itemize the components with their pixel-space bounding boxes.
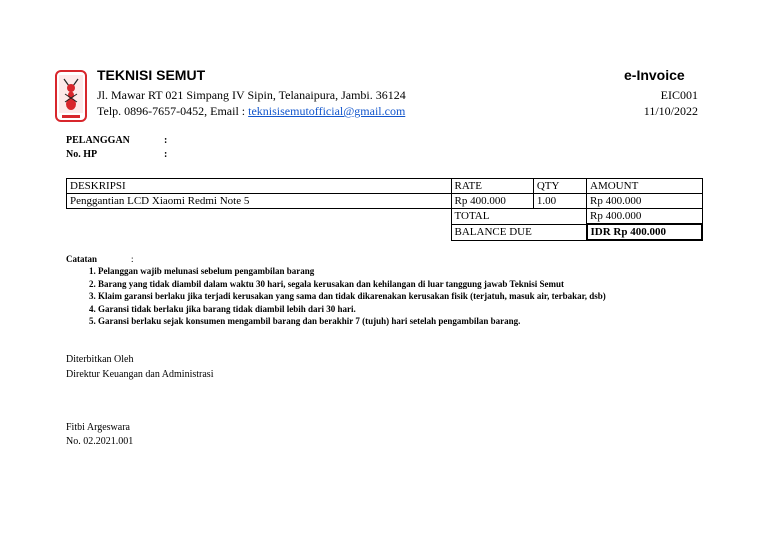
balance-due-label: BALANCE DUE (451, 224, 587, 240)
list-item: 5. Garansi berlaku sejak konsumen mengambil barang dan berakhir 7 (tujuh) hari setelah pengambilan barang. (98, 315, 738, 328)
row-description: Penggantian LCD Xiaomi Redmi Note 5 (67, 194, 452, 209)
issuer-position: Direktur Keuangan dan Administrasi (66, 369, 214, 380)
total-row (67, 209, 703, 225)
customer-name-separator: : (164, 135, 168, 146)
table-header-row (67, 179, 703, 194)
header-rate: RATE (451, 179, 533, 194)
notes-heading (66, 254, 134, 264)
header-qty: QTY (533, 179, 586, 194)
total-value: Rp 400.000 (587, 209, 702, 225)
invoice-items-table (66, 178, 703, 241)
row-qty: 1.00 (533, 194, 586, 209)
list-item: 4. Garansi tidak berlaku jika barang tidak diambil lebih dari 30 hari. (98, 303, 738, 316)
company-phone: Telp. 0896-7657-0452, Email : (97, 104, 249, 118)
invoice-date: 11/10/2022 (643, 104, 698, 118)
list-item: 1. Pelanggan wajib melunasi sebelum pengambilan barang (98, 265, 738, 278)
issued-by: Diterbitkan Oleh (66, 354, 134, 365)
invoice-number: EIC001 (660, 88, 698, 102)
ant-technician-logo-icon (55, 70, 87, 122)
balance-due-row (67, 224, 703, 240)
company-logo (55, 70, 87, 122)
company-name: TEKNISI SEMUT (97, 67, 206, 83)
total-label: TOTAL (451, 209, 587, 225)
notes-list (66, 265, 738, 328)
issuer-name: Fitbi Argeswara (66, 422, 130, 433)
company-contact (97, 104, 405, 119)
notes-title: Catatan (66, 254, 97, 264)
row-rate: Rp 400.000 (451, 194, 533, 209)
list-item: 3. Klaim garansi berlaku jika terjadi kerusakan yang sama dan tidak dikarenakan kerusakan fisik (terjatuh, masuk air, terbakar, dsb) (98, 290, 738, 303)
customer-name-label: PELANGGAN (66, 135, 130, 146)
header-amount: AMOUNT (587, 179, 702, 194)
customer-phone-label: No. HP (66, 149, 98, 160)
issuer-number: No. 02.2021.001 (66, 436, 134, 447)
invoice-title: e-Invoice (624, 67, 685, 83)
company-address: Jl. Mawar RT 021 Simpang IV Sipin, Telanaipura, Jambi. 36124 (97, 88, 406, 102)
header-description: DESKRIPSI (67, 179, 452, 194)
company-email-link[interactable]: teknisisemutofficial@gmail.com (248, 104, 406, 118)
balance-due-value: IDR Rp 400.000 (587, 224, 702, 240)
notes-separator: : (131, 254, 134, 264)
table-row (67, 194, 703, 209)
list-item: 2. Barang yang tidak diambil dalam waktu 30 hari, segala kerusakan dan kehilangan di luar tanggung jawab Teknisi Semut (98, 278, 738, 291)
customer-phone-row (66, 149, 168, 160)
row-amount: Rp 400.000 (587, 194, 702, 209)
customer-phone-separator: : (164, 149, 168, 160)
customer-name-row (66, 135, 168, 146)
